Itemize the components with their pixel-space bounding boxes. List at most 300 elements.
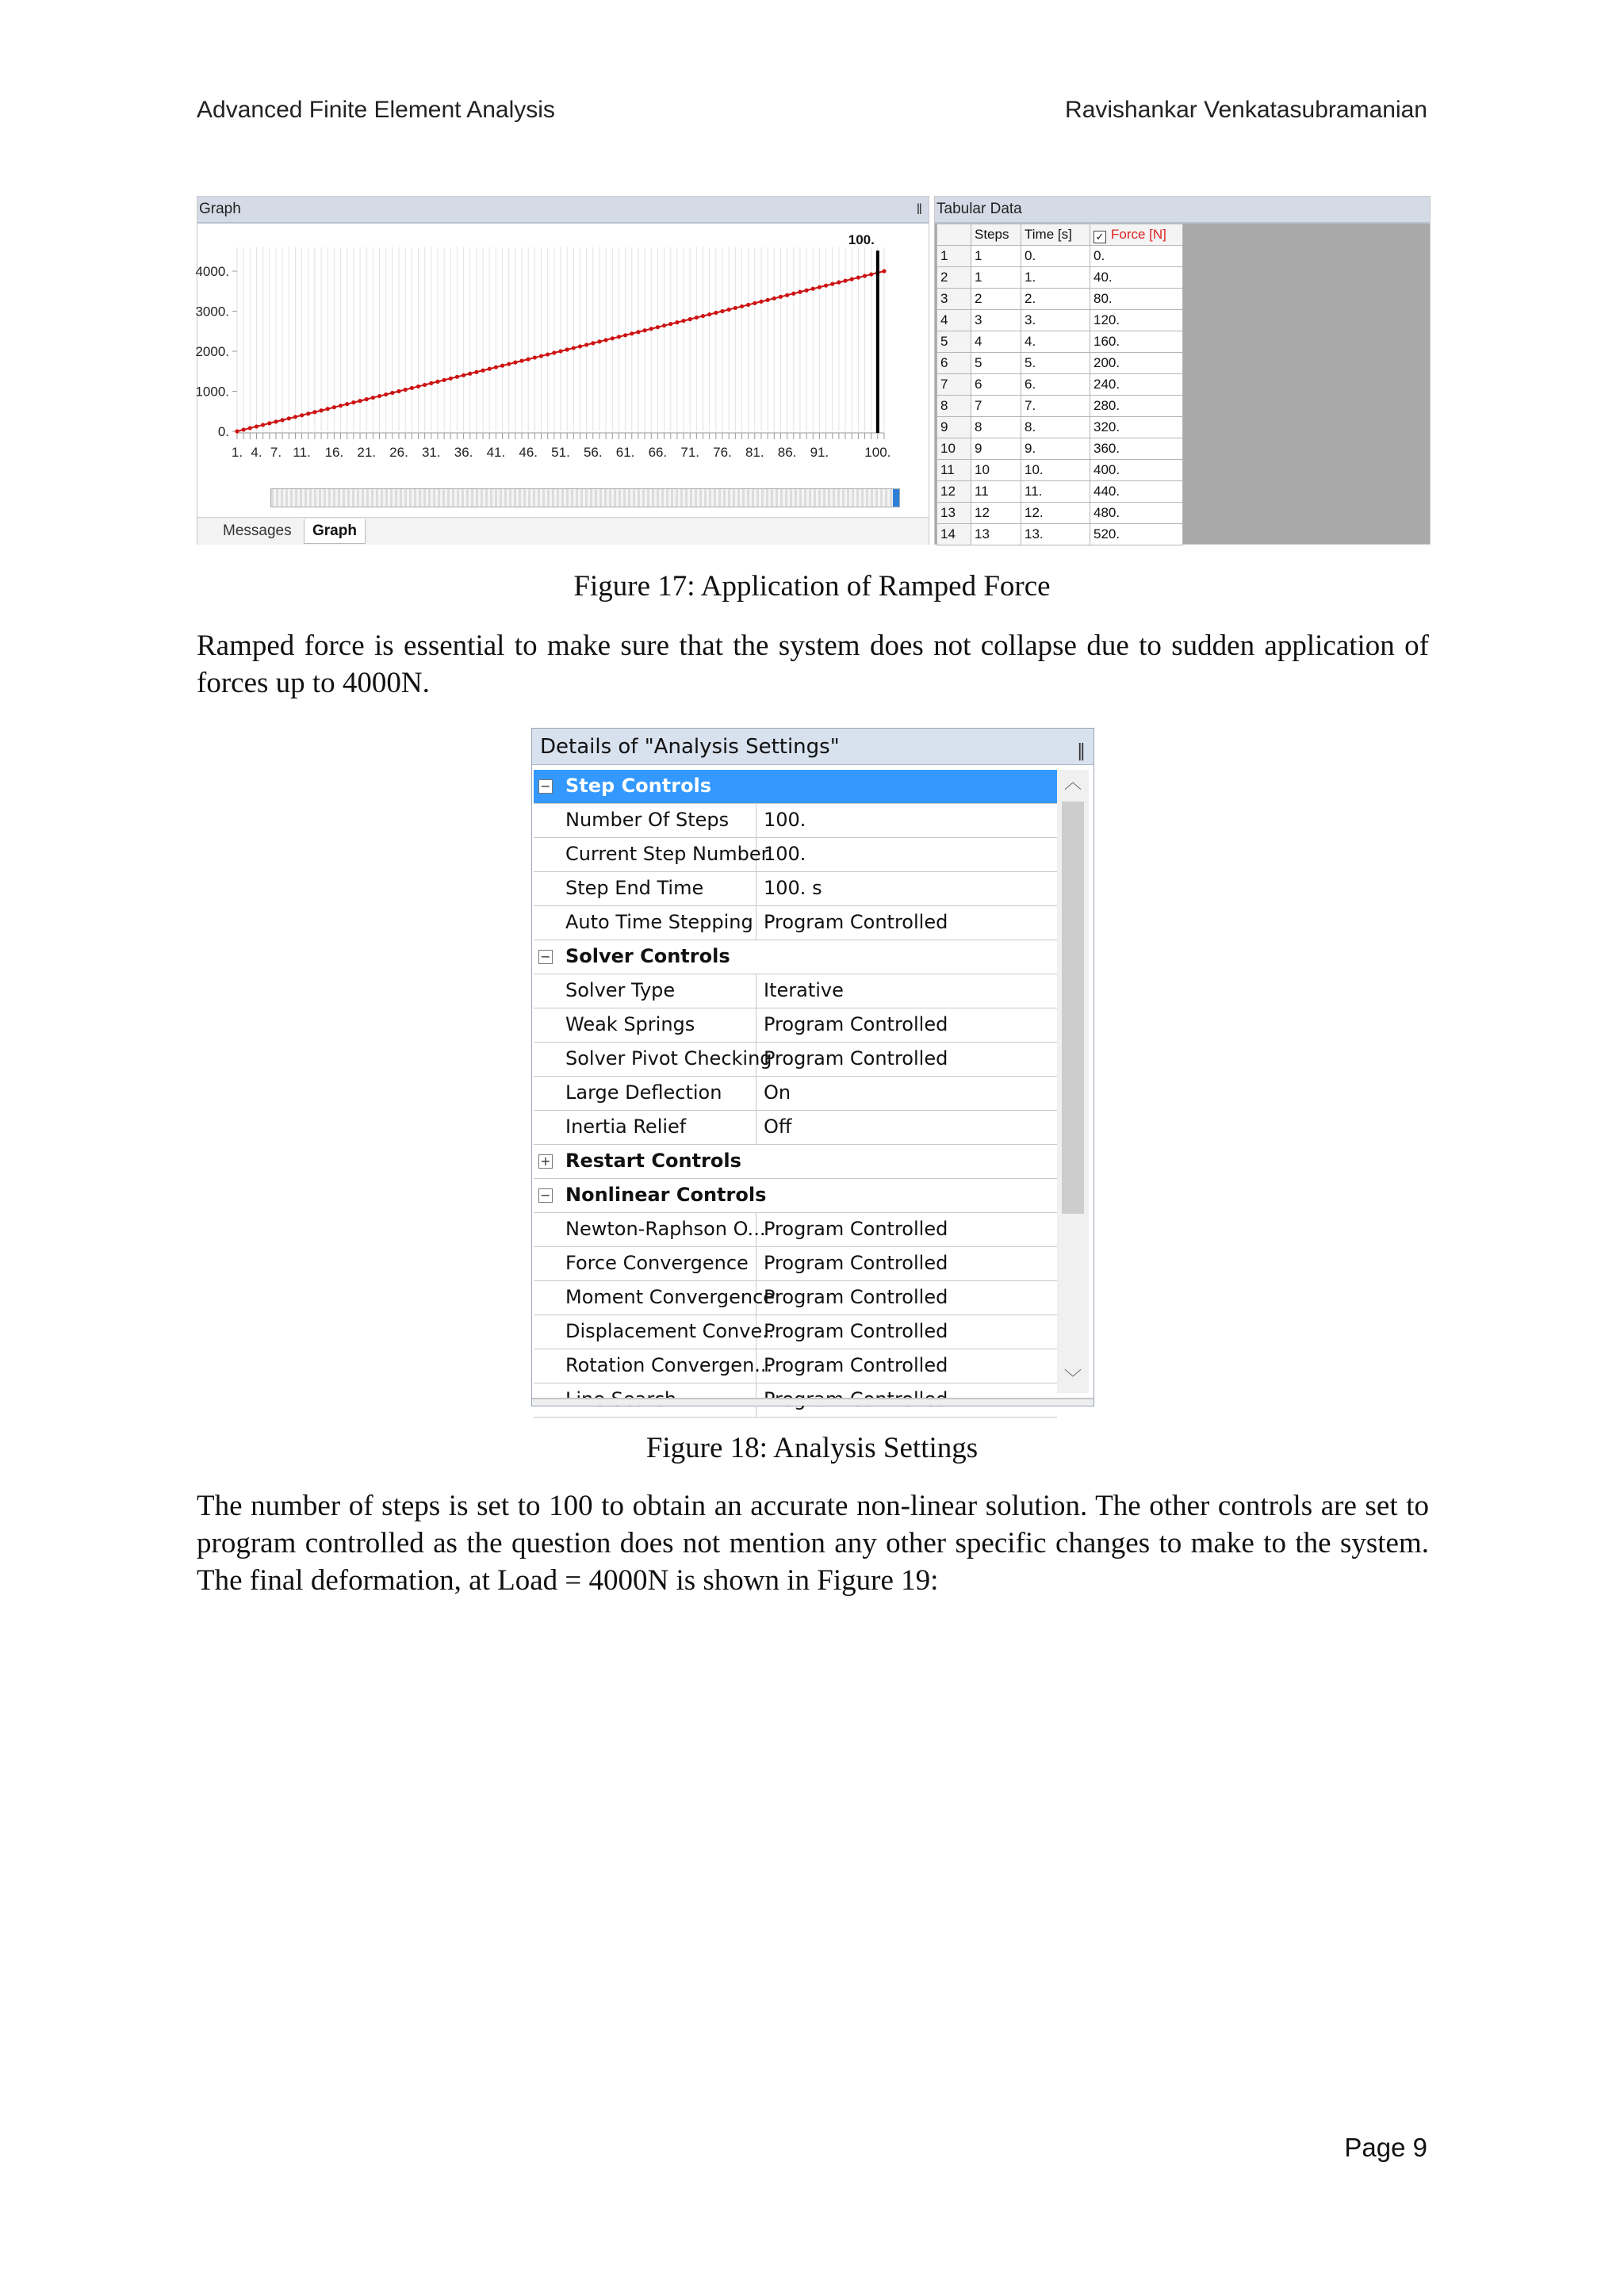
data-point bbox=[533, 355, 537, 359]
time-cell: 1. bbox=[1021, 267, 1090, 289]
data-point bbox=[255, 424, 259, 428]
data-point bbox=[455, 375, 459, 379]
data-point bbox=[235, 429, 239, 433]
data-point bbox=[377, 394, 381, 398]
data-point bbox=[468, 372, 472, 376]
tabular-data-table bbox=[936, 224, 1183, 545]
data-point bbox=[733, 306, 737, 310]
header-author: Ravishankar Venkatasubramanian bbox=[1065, 97, 1427, 123]
table-row[interactable] bbox=[937, 524, 1183, 545]
x-tick-label: 91. bbox=[810, 445, 829, 460]
x-tick-label: 31. bbox=[421, 445, 441, 460]
table-row[interactable] bbox=[937, 246, 1183, 267]
x-tick-label: 76. bbox=[713, 445, 732, 460]
data-point bbox=[759, 300, 763, 304]
graph-title: Graph bbox=[199, 201, 241, 217]
group-label: Step Controls bbox=[565, 775, 712, 797]
steps-cell: 11 bbox=[971, 481, 1021, 503]
steps-cell: 7 bbox=[971, 396, 1021, 417]
data-point bbox=[863, 274, 867, 277]
table-row[interactable] bbox=[937, 481, 1183, 503]
data-point bbox=[248, 426, 252, 430]
data-point bbox=[513, 361, 517, 365]
checkbox-icon[interactable]: ✓ bbox=[1094, 231, 1106, 243]
scrollbar-thumb[interactable] bbox=[1062, 802, 1084, 1214]
property-row[interactable] bbox=[534, 838, 1057, 872]
data-point bbox=[811, 287, 815, 291]
data-point bbox=[442, 378, 446, 382]
data-point bbox=[662, 323, 666, 327]
row-number-cell: 14 bbox=[937, 524, 971, 545]
data-point bbox=[267, 421, 271, 425]
force-cell: 360. bbox=[1090, 438, 1183, 460]
data-point bbox=[830, 282, 834, 286]
property-value[interactable]: Program Controlled bbox=[764, 1320, 948, 1342]
data-point bbox=[856, 275, 860, 279]
table-row[interactable] bbox=[937, 503, 1183, 524]
force-cell: 400. bbox=[1090, 460, 1183, 481]
data-point bbox=[371, 396, 375, 400]
data-point bbox=[410, 386, 414, 390]
row-number-cell: 11 bbox=[937, 460, 971, 481]
property-name: Current Step Number bbox=[562, 838, 756, 871]
force-header-label: Force [N] bbox=[1111, 226, 1166, 242]
time-cell: 6. bbox=[1021, 374, 1090, 396]
data-point bbox=[824, 284, 828, 288]
data-point bbox=[384, 392, 388, 396]
x-tick-label: 71. bbox=[680, 445, 700, 460]
table-row[interactable] bbox=[937, 438, 1183, 460]
data-point bbox=[804, 289, 808, 293]
collapse-icon[interactable]: − bbox=[538, 1188, 553, 1203]
data-point bbox=[423, 383, 427, 387]
y-tick-label: 2000. bbox=[195, 344, 229, 359]
collapse-icon[interactable]: − bbox=[538, 950, 553, 964]
row-number-cell: 10 bbox=[937, 438, 971, 460]
data-point bbox=[500, 364, 504, 368]
y-tick-label: 0. bbox=[217, 424, 229, 439]
table-row[interactable] bbox=[937, 396, 1183, 417]
data-point bbox=[882, 269, 886, 273]
tabular-data-panel bbox=[934, 196, 1431, 545]
steps-cell: 1 bbox=[971, 267, 1021, 289]
y-tick-label: 1000. bbox=[195, 384, 229, 400]
x-tick-label: 46. bbox=[519, 445, 538, 460]
time-scrubber-thumb[interactable] bbox=[893, 489, 899, 507]
table-row[interactable] bbox=[937, 310, 1183, 331]
property-value[interactable]: Program Controlled bbox=[764, 1252, 948, 1274]
data-point bbox=[720, 309, 724, 313]
time-scrubber[interactable] bbox=[270, 488, 900, 507]
data-point bbox=[312, 410, 316, 414]
row-gutter bbox=[534, 1008, 557, 1042]
property-row[interactable] bbox=[534, 974, 1057, 1008]
time-cell: 0. bbox=[1021, 246, 1090, 267]
data-point bbox=[850, 277, 854, 281]
data-point bbox=[390, 391, 394, 395]
table-row[interactable] bbox=[937, 374, 1183, 396]
force-cell: 80. bbox=[1090, 289, 1183, 310]
steps-cell: 9 bbox=[971, 438, 1021, 460]
property-row[interactable] bbox=[534, 1043, 1057, 1077]
pin-icon[interactable]: ‖ bbox=[1077, 741, 1086, 761]
time-cell: 12. bbox=[1021, 503, 1090, 524]
data-point bbox=[611, 336, 615, 340]
property-name: Auto Time Stepping bbox=[562, 906, 756, 939]
data-point bbox=[345, 402, 349, 406]
figure-17-caption: Figure 17: Application of Ramped Force bbox=[573, 570, 1051, 603]
group-header-row[interactable] bbox=[534, 1145, 1057, 1179]
data-point bbox=[274, 419, 278, 423]
row-number-cell: 6 bbox=[937, 353, 971, 374]
table-row[interactable] bbox=[937, 353, 1183, 374]
data-point bbox=[766, 298, 770, 302]
data-point bbox=[429, 381, 433, 385]
group-header-row[interactable] bbox=[534, 1179, 1057, 1213]
details-title bbox=[532, 729, 1094, 765]
data-point bbox=[785, 293, 789, 297]
ramp-chart bbox=[197, 224, 927, 485]
x-tick-label: 100. bbox=[864, 445, 891, 460]
data-point bbox=[449, 377, 453, 381]
tabular-panel-title: Tabular Data bbox=[935, 197, 1430, 224]
data-point bbox=[552, 350, 556, 354]
time-cell: 13. bbox=[1021, 524, 1090, 545]
time-cell: 10. bbox=[1021, 460, 1090, 481]
group-header-row[interactable] bbox=[534, 940, 1057, 974]
property-value[interactable]: On bbox=[764, 1081, 791, 1104]
chart-y-axis bbox=[195, 264, 237, 439]
steps-cell: 4 bbox=[971, 331, 1021, 353]
row-number-cell: 13 bbox=[937, 503, 971, 524]
property-name: Step End Time bbox=[562, 872, 756, 905]
graph-tab-bar bbox=[197, 517, 929, 545]
property-row[interactable] bbox=[534, 1349, 1057, 1383]
row-number-cell: 4 bbox=[937, 310, 971, 331]
row-gutter bbox=[534, 804, 557, 837]
row-gutter bbox=[534, 1043, 557, 1076]
property-name: Number Of Steps bbox=[562, 804, 756, 837]
table-row[interactable] bbox=[937, 417, 1183, 438]
row-gutter bbox=[534, 974, 557, 1008]
column-header-time[interactable]: Time [s] bbox=[1021, 224, 1090, 246]
data-point bbox=[630, 331, 634, 335]
row-number-cell: 8 bbox=[937, 396, 971, 417]
data-point bbox=[572, 346, 576, 350]
property-value[interactable]: 100. s bbox=[764, 877, 822, 899]
data-point bbox=[681, 319, 685, 323]
data-point bbox=[546, 352, 550, 356]
steps-cell: 13 bbox=[971, 524, 1021, 545]
data-point bbox=[488, 367, 492, 371]
group-header-row[interactable] bbox=[534, 770, 1057, 804]
data-point bbox=[565, 347, 569, 351]
property-name: Moment Convergence bbox=[562, 1281, 756, 1314]
time-cell: 3. bbox=[1021, 310, 1090, 331]
group-label: Restart Controls bbox=[565, 1150, 741, 1172]
time-cell: 5. bbox=[1021, 353, 1090, 374]
collapse-icon[interactable]: − bbox=[538, 779, 553, 794]
table-row[interactable] bbox=[937, 331, 1183, 353]
data-point bbox=[481, 369, 485, 373]
page-number: Page 9 bbox=[1344, 2133, 1427, 2162]
data-point bbox=[404, 388, 408, 392]
data-point bbox=[707, 312, 711, 316]
data-point bbox=[287, 416, 291, 420]
property-name: Solver Type bbox=[562, 974, 756, 1008]
time-cell: 4. bbox=[1021, 331, 1090, 353]
time-cell: 7. bbox=[1021, 396, 1090, 417]
row-gutter bbox=[534, 1247, 557, 1280]
row-number-header bbox=[937, 224, 971, 246]
graph-panel-title bbox=[197, 197, 929, 224]
force-cell: 320. bbox=[1090, 417, 1183, 438]
property-row[interactable] bbox=[534, 872, 1057, 906]
data-point bbox=[668, 322, 672, 326]
data-point bbox=[675, 320, 679, 324]
property-row[interactable] bbox=[534, 1247, 1057, 1281]
force-cell: 440. bbox=[1090, 481, 1183, 503]
x-tick-label: 81. bbox=[745, 445, 764, 460]
data-point bbox=[558, 349, 562, 353]
property-row[interactable] bbox=[534, 906, 1057, 940]
data-point bbox=[293, 415, 297, 419]
property-name: Displacement Conve... bbox=[562, 1315, 756, 1349]
row-gutter bbox=[534, 838, 557, 871]
current-step-label: 100. bbox=[848, 232, 875, 247]
data-point bbox=[462, 373, 465, 377]
data-point bbox=[869, 272, 873, 276]
x-tick-label: 86. bbox=[777, 445, 797, 460]
force-cell: 0. bbox=[1090, 246, 1183, 267]
x-tick-label: 66. bbox=[648, 445, 668, 460]
row-number-cell: 9 bbox=[937, 417, 971, 438]
data-point bbox=[435, 380, 439, 384]
steps-cell: 2 bbox=[971, 289, 1021, 310]
data-point bbox=[623, 333, 627, 337]
x-tick-label: 7. bbox=[270, 445, 282, 460]
data-point bbox=[649, 327, 653, 331]
data-point bbox=[578, 344, 582, 348]
figure-17 bbox=[197, 196, 1429, 543]
row-number-cell: 1 bbox=[937, 246, 971, 267]
steps-cell: 1 bbox=[971, 246, 1021, 267]
data-point bbox=[539, 354, 543, 358]
data-point bbox=[791, 292, 795, 296]
steps-cell: 3 bbox=[971, 310, 1021, 331]
property-value[interactable]: Program Controlled bbox=[764, 911, 948, 933]
x-tick-label: 4. bbox=[251, 445, 262, 460]
steps-cell: 10 bbox=[971, 460, 1021, 481]
property-row[interactable] bbox=[534, 1111, 1057, 1145]
data-point bbox=[494, 365, 498, 369]
data-point bbox=[597, 339, 601, 343]
property-name: Rotation Convergen... bbox=[562, 1349, 756, 1383]
property-row[interactable] bbox=[534, 1008, 1057, 1043]
row-gutter bbox=[534, 906, 557, 939]
chart-x-axis bbox=[232, 433, 891, 460]
data-point bbox=[242, 427, 246, 431]
steps-cell: 12 bbox=[971, 503, 1021, 524]
data-point bbox=[642, 328, 646, 332]
force-cell: 40. bbox=[1090, 267, 1183, 289]
property-row[interactable] bbox=[534, 1213, 1057, 1247]
row-gutter bbox=[534, 770, 557, 803]
data-point bbox=[519, 359, 523, 363]
data-point bbox=[332, 405, 336, 409]
property-value[interactable]: Off bbox=[764, 1115, 792, 1138]
data-point bbox=[319, 408, 323, 412]
row-gutter bbox=[534, 1179, 557, 1212]
data-point bbox=[714, 311, 718, 315]
data-point bbox=[779, 295, 783, 299]
column-header-steps[interactable]: Steps bbox=[971, 224, 1021, 246]
steps-cell: 8 bbox=[971, 417, 1021, 438]
data-point bbox=[351, 400, 355, 404]
data-point bbox=[396, 389, 400, 393]
data-point bbox=[818, 285, 822, 289]
data-point bbox=[507, 362, 511, 366]
data-point bbox=[798, 290, 802, 294]
time-cell: 2. bbox=[1021, 289, 1090, 310]
tab-messages[interactable]: Messages bbox=[223, 522, 292, 539]
x-tick-label: 51. bbox=[551, 445, 570, 460]
force-cell: 480. bbox=[1090, 503, 1183, 524]
force-cell: 200. bbox=[1090, 353, 1183, 374]
x-tick-label: 26. bbox=[389, 445, 408, 460]
property-name: Weak Springs bbox=[562, 1008, 756, 1042]
data-point bbox=[688, 317, 692, 321]
row-gutter bbox=[534, 1315, 557, 1349]
row-gutter bbox=[534, 1349, 557, 1383]
data-point bbox=[727, 308, 731, 312]
x-tick-label: 36. bbox=[454, 445, 473, 460]
data-point bbox=[701, 314, 705, 318]
data-point bbox=[584, 342, 588, 346]
property-name: Inertia Relief bbox=[562, 1111, 756, 1144]
force-cell: 120. bbox=[1090, 310, 1183, 331]
data-point bbox=[474, 370, 478, 374]
data-point bbox=[740, 304, 744, 308]
property-name: Large Deflection bbox=[562, 1077, 756, 1110]
paragraph-steps: The number of steps is set to 100 to obtain an accurate non-linear solution. The other controls are set to program controlled as the question does not mention any other specific changes to make to the system. The final deformation, at Load = 4000N is shown in Figure 19: bbox=[197, 1490, 1429, 1597]
x-tick-label: 21. bbox=[357, 445, 377, 460]
tab-graph[interactable]: Graph bbox=[304, 519, 366, 544]
analysis-settings-details bbox=[531, 728, 1094, 1406]
row-gutter bbox=[534, 872, 557, 905]
row-number-cell: 5 bbox=[937, 331, 971, 353]
row-number-cell: 3 bbox=[937, 289, 971, 310]
pin-icon[interactable]: ‖ bbox=[916, 201, 922, 217]
details-scrollbar[interactable] bbox=[1057, 770, 1089, 1393]
table-row[interactable] bbox=[937, 267, 1183, 289]
table-row[interactable] bbox=[937, 460, 1183, 481]
data-point bbox=[306, 411, 310, 415]
graph-panel bbox=[197, 196, 929, 545]
time-cell: 8. bbox=[1021, 417, 1090, 438]
data-point bbox=[365, 397, 369, 401]
row-gutter bbox=[534, 1077, 557, 1110]
x-tick-label: 16. bbox=[324, 445, 344, 460]
x-tick-label: 61. bbox=[615, 445, 635, 460]
group-label: Nonlinear Controls bbox=[565, 1184, 767, 1206]
paragraph-ramped-force: Ramped force is essential to make sure that the system does not collapse due to sudden application of forces up to 4000N. bbox=[197, 629, 1429, 699]
property-value[interactable]: 100. bbox=[764, 809, 806, 831]
x-tick-label: 11. bbox=[293, 445, 311, 460]
property-value[interactable]: Program Controlled bbox=[764, 1013, 948, 1035]
data-point bbox=[416, 385, 420, 388]
data-point bbox=[843, 279, 847, 283]
details-title-text: Details of "Analysis Settings" bbox=[540, 735, 840, 759]
row-gutter bbox=[534, 1111, 557, 1144]
data-point bbox=[746, 303, 750, 307]
y-tick-label: 3000. bbox=[195, 304, 229, 320]
force-cell: 160. bbox=[1090, 331, 1183, 353]
property-value[interactable]: Program Controlled bbox=[764, 1047, 948, 1070]
group-label: Solver Controls bbox=[565, 945, 730, 967]
data-point bbox=[656, 325, 660, 329]
data-point bbox=[261, 423, 265, 427]
data-point bbox=[300, 413, 304, 417]
row-gutter bbox=[534, 1213, 557, 1246]
time-cell: 9. bbox=[1021, 438, 1090, 460]
row-gutter bbox=[534, 1281, 557, 1314]
property-value[interactable]: Program Controlled bbox=[764, 1286, 948, 1308]
row-gutter bbox=[534, 940, 557, 974]
details-bottom-edge bbox=[532, 1398, 1094, 1406]
property-value[interactable]: Program Controlled bbox=[764, 1218, 948, 1240]
property-name: Solver Pivot Checking bbox=[562, 1043, 756, 1076]
row-number-cell: 2 bbox=[937, 267, 971, 289]
table-row[interactable] bbox=[937, 289, 1183, 310]
force-cell: 520. bbox=[1090, 524, 1183, 545]
property-name: Newton-Raphson O... bbox=[562, 1213, 756, 1246]
property-value[interactable]: Iterative bbox=[764, 979, 844, 1001]
property-row[interactable] bbox=[534, 1077, 1057, 1111]
row-number-cell: 7 bbox=[937, 374, 971, 396]
data-point bbox=[281, 418, 285, 422]
row-number-cell: 12 bbox=[937, 481, 971, 503]
force-cell: 240. bbox=[1090, 374, 1183, 396]
details-grid bbox=[534, 770, 1057, 1418]
property-row[interactable] bbox=[534, 1281, 1057, 1315]
column-header-force[interactable] bbox=[1090, 224, 1183, 246]
property-value[interactable]: Program Controlled bbox=[764, 1354, 948, 1376]
data-point bbox=[636, 330, 640, 334]
expand-icon[interactable]: + bbox=[538, 1154, 553, 1169]
data-point bbox=[753, 301, 756, 305]
steps-cell: 6 bbox=[971, 374, 1021, 396]
data-point bbox=[695, 316, 699, 320]
scroll-up-icon[interactable]: ︿ bbox=[1063, 773, 1082, 793]
data-point bbox=[527, 358, 530, 362]
property-row[interactable] bbox=[534, 804, 1057, 838]
header-title: Advanced Finite Element Analysis bbox=[197, 97, 555, 123]
row-gutter bbox=[534, 1145, 557, 1178]
data-point bbox=[617, 335, 621, 339]
property-value[interactable]: 100. bbox=[764, 843, 806, 865]
time-cell: 11. bbox=[1021, 481, 1090, 503]
property-row[interactable] bbox=[534, 1315, 1057, 1349]
scroll-down-icon[interactable]: ﹀ bbox=[1063, 1369, 1082, 1389]
data-point bbox=[358, 399, 362, 403]
force-cell: 280. bbox=[1090, 396, 1183, 417]
steps-cell: 5 bbox=[971, 353, 1021, 374]
property-name: Force Convergence bbox=[562, 1247, 756, 1280]
y-tick-label: 4000. bbox=[195, 264, 229, 279]
data-point bbox=[339, 404, 343, 408]
x-tick-label: 1. bbox=[231, 445, 243, 460]
